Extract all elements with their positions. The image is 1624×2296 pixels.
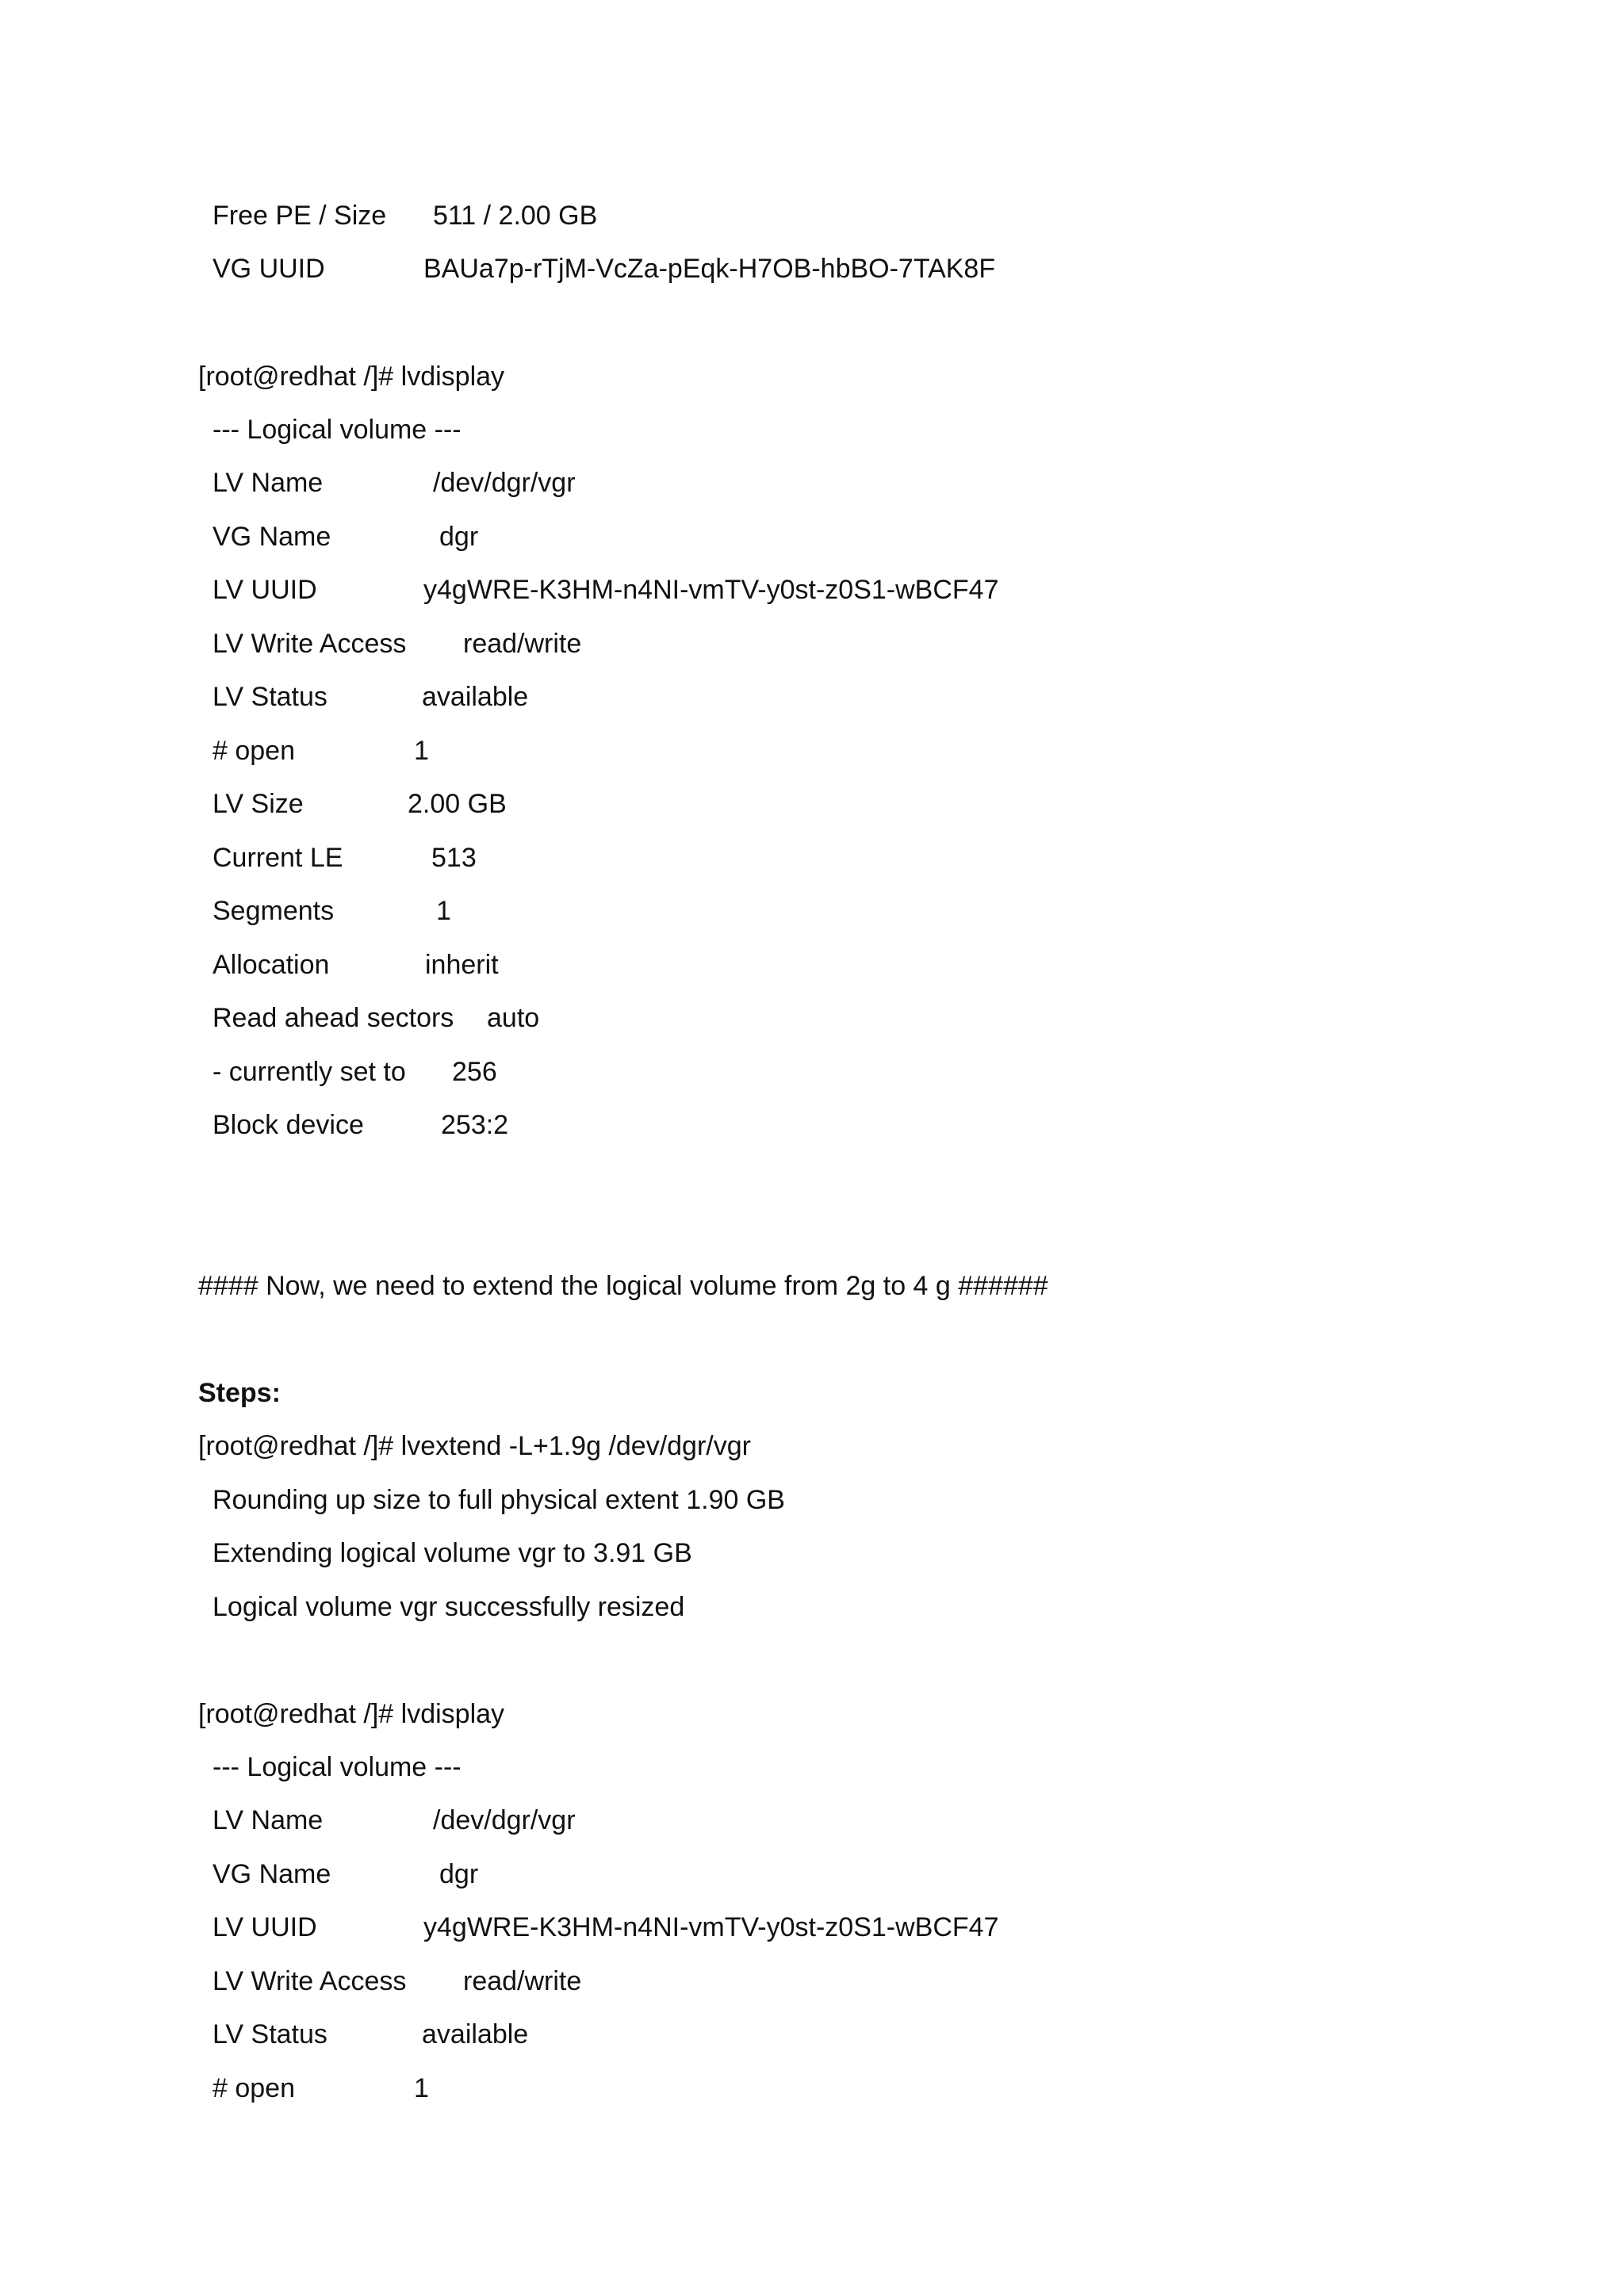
lv2-key: LV Write Access (213, 1966, 407, 1996)
lv1-value: 513 (431, 843, 477, 873)
lv-header-1: --- Logical volume --- (213, 415, 462, 445)
kv-value-vg-uuid: BAUa7p-rTjM-VcZa-pEqk-H7OB-hbBO-7TAK8F (423, 254, 996, 284)
lv2-value: /dev/dgr/vgr (433, 1805, 576, 1835)
command-lvdisplay-2: [root@redhat /]# lvdisplay (198, 1699, 505, 1729)
kv-key-vg-uuid: VG UUID (213, 254, 325, 284)
lv1-value: /dev/dgr/vgr (433, 468, 576, 498)
lv1-key: Current LE (213, 843, 343, 873)
lv1-key: Allocation (213, 950, 330, 980)
lv1-value: 1 (436, 896, 451, 926)
lv1-key: LV Size (213, 789, 304, 819)
output-line: Extending logical volume vgr to 3.91 GB (213, 1538, 692, 1568)
lv1-value: inherit (425, 950, 499, 980)
lv1-key: LV Name (213, 468, 324, 498)
steps-label: Steps: (198, 1378, 281, 1408)
output-line: Rounding up size to full physical extent 1.90 GB (213, 1485, 785, 1515)
lv2-value: y4gWRE-K3HM-n4NI-vmTV-y0st-z0S1-wBCF47 (423, 1912, 999, 1942)
lv1-key: Block device (213, 1110, 364, 1140)
lv1-key: - currently set to (213, 1057, 406, 1087)
lv1-key: # open (213, 736, 295, 766)
lv1-key: Segments (213, 896, 335, 926)
lv2-value: read/write (463, 1966, 582, 1996)
note-heading: #### Now, we need to extend the logical volume from 2g to 4 g ###### (198, 1271, 1048, 1301)
lv1-value: y4gWRE-K3HM-n4NI-vmTV-y0st-z0S1-wBCF47 (423, 575, 999, 605)
lv2-key: VG Name (213, 1859, 331, 1889)
lv2-value: dgr (439, 1859, 479, 1889)
kv-row-free-pe (213, 200, 386, 232)
lv1-key: LV UUID (213, 575, 317, 605)
lv2-key: LV UUID (213, 1912, 317, 1942)
command-lvdisplay-1: [root@redhat /]# lvdisplay (198, 362, 505, 392)
kv-key: Free PE / Size (213, 201, 387, 231)
lv2-key: # open (213, 2073, 295, 2103)
lv-header-2: --- Logical volume --- (213, 1752, 462, 1782)
command-lvextend: [root@redhat /]# lvextend -L+1.9g /dev/dgr/vgr (198, 1431, 751, 1461)
lv1-value: auto (487, 1003, 540, 1033)
lv1-value: 2.00 GB (408, 789, 507, 819)
lv2-key: LV Status (213, 2019, 327, 2049)
lv2-value: available (422, 2019, 529, 2049)
output-line: Logical volume vgr successfully resized (213, 1592, 685, 1622)
lv1-key: VG Name (213, 522, 331, 552)
lv1-value: dgr (439, 522, 479, 552)
lv1-value: read/write (463, 629, 582, 659)
lv1-key: LV Write Access (213, 629, 407, 659)
lv1-key: Read ahead sectors (213, 1003, 454, 1033)
lv2-value: 1 (414, 2073, 429, 2103)
lv1-value: 253:2 (441, 1110, 509, 1140)
lv2-key: LV Name (213, 1805, 324, 1835)
kv-value-free-pe: 511 / 2.00 GB (433, 201, 598, 231)
lv1-key: LV Status (213, 682, 327, 712)
lv1-value: 1 (414, 736, 429, 766)
lv1-value: available (422, 682, 529, 712)
lv1-value: 256 (452, 1057, 497, 1087)
